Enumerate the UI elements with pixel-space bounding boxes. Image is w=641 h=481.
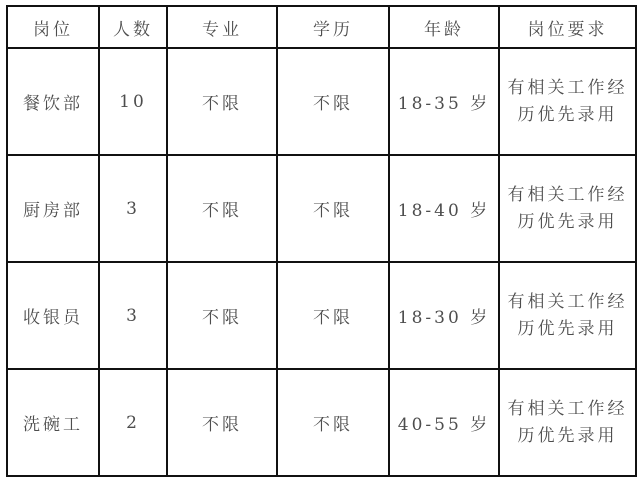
- cell-requirements: 有相关工作经历优先录用: [499, 262, 636, 369]
- table-row: [7, 262, 636, 369]
- cell-education: 不限: [277, 48, 389, 155]
- table-row: [7, 48, 636, 155]
- cell-education: 不限: [277, 369, 389, 476]
- header-cell-age: 年龄: [389, 6, 499, 48]
- header-cell-major: 专业: [167, 6, 277, 48]
- cell-position: 厨房部: [7, 155, 99, 262]
- cell-age: 18-35 岁: [389, 48, 499, 155]
- cell-count: 2: [99, 369, 167, 476]
- cell-requirements: 有相关工作经历优先录用: [499, 369, 636, 476]
- cell-age: 18-30 岁: [389, 262, 499, 369]
- cell-major: 不限: [167, 48, 277, 155]
- header-cell-position: 岗位: [7, 6, 99, 48]
- cell-count: 3: [99, 262, 167, 369]
- cell-major: 不限: [167, 155, 277, 262]
- cell-major: 不限: [167, 262, 277, 369]
- cell-education: 不限: [277, 155, 389, 262]
- cell-major: 不限: [167, 369, 277, 476]
- cell-education: 不限: [277, 262, 389, 369]
- header-cell-education: 学历: [277, 6, 389, 48]
- cell-requirements: 有相关工作经历优先录用: [499, 48, 636, 155]
- cell-position: 餐饮部: [7, 48, 99, 155]
- cell-count: 10: [99, 48, 167, 155]
- header-cell-count: 人数: [99, 6, 167, 48]
- job-positions-table: [6, 5, 637, 477]
- cell-age: 40-55 岁: [389, 369, 499, 476]
- cell-age: 18-40 岁: [389, 155, 499, 262]
- header-cell-requirements: 岗位要求: [499, 6, 636, 48]
- cell-position: 洗碗工: [7, 369, 99, 476]
- cell-count: 3: [99, 155, 167, 262]
- table-row: [7, 155, 636, 262]
- table-header-row: [7, 6, 636, 48]
- cell-requirements: 有相关工作经历优先录用: [499, 155, 636, 262]
- table-row: [7, 369, 636, 476]
- cell-position: 收银员: [7, 262, 99, 369]
